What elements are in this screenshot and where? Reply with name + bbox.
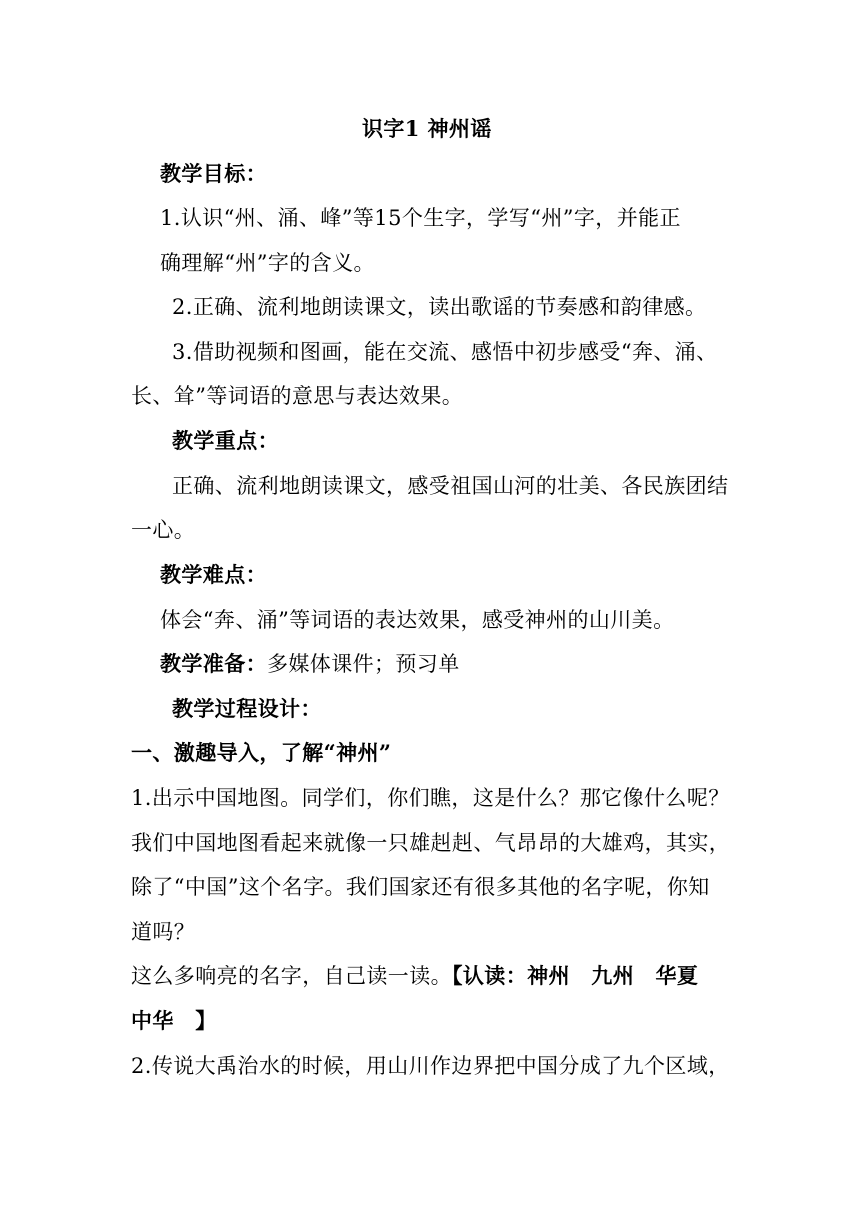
- read-line: [131, 961, 698, 991]
- objectives-heading: 教学目标：: [160, 161, 267, 186]
- process-heading: 教学过程设计：: [172, 696, 322, 721]
- key-points-line-1: 正确、流利地朗读课文，感受祖国山河的壮美、各民族团结: [172, 474, 729, 498]
- step-1-line-3: 除了“中国”这个名字。我们国家还有很多其他的名字呢，你知: [131, 875, 710, 899]
- objective-1-line-2: 确理解“州”字的含义。: [160, 251, 375, 275]
- step-1-line-1: 1.出示中国地图。同学们，你们瞧，这是什么？那它像什么呢？: [131, 786, 730, 810]
- key-points-line-2: 一心。: [131, 518, 196, 542]
- objective-3-line-1: 3.借助视频和图画，能在交流、感悟中初步感受“奔、涌、: [172, 340, 718, 364]
- difficulties-text: 体会“奔、涌”等词语的表达效果，感受神州的山川美。: [160, 608, 675, 632]
- preparation-text: 多媒体课件；预习单: [267, 652, 460, 676]
- read-line-bold: 【认读：神州 九州 华夏: [452, 963, 699, 988]
- step-2-line-1: 2.传说大禹治水的时候，用山川作边界把中国分成了九个区域，: [131, 1054, 730, 1078]
- page-title: 识字1 神州谣: [362, 116, 492, 141]
- read-line-text: 这么多响亮的名字，自己读一读。: [131, 964, 452, 988]
- objective-3-line-2: 长、耸”等词语的意思与表达效果。: [131, 384, 464, 408]
- read-line-2: 中华 】: [131, 1008, 217, 1033]
- step-1-line-4: 道吗？: [131, 920, 196, 944]
- key-points-heading: 教学重点：: [172, 428, 279, 453]
- preparation-label: 教学准备：: [160, 651, 267, 676]
- objective-2: 2.正确、流利地朗读课文，读出歌谣的节奏感和韵律感。: [172, 295, 707, 319]
- difficulties-heading: 教学难点：: [160, 562, 267, 587]
- objective-1-line-1: 1.认识“州、涌、峰”等15个生字，学写“州”字，并能正: [160, 206, 681, 230]
- section-1-heading: 一、激趣导入，了解“神州”: [131, 740, 392, 765]
- preparation-line: [160, 649, 460, 679]
- step-1-line-2: 我们中国地图看起来就像一只雄赳赳、气昂昂的大雄鸡，其实，: [131, 831, 731, 855]
